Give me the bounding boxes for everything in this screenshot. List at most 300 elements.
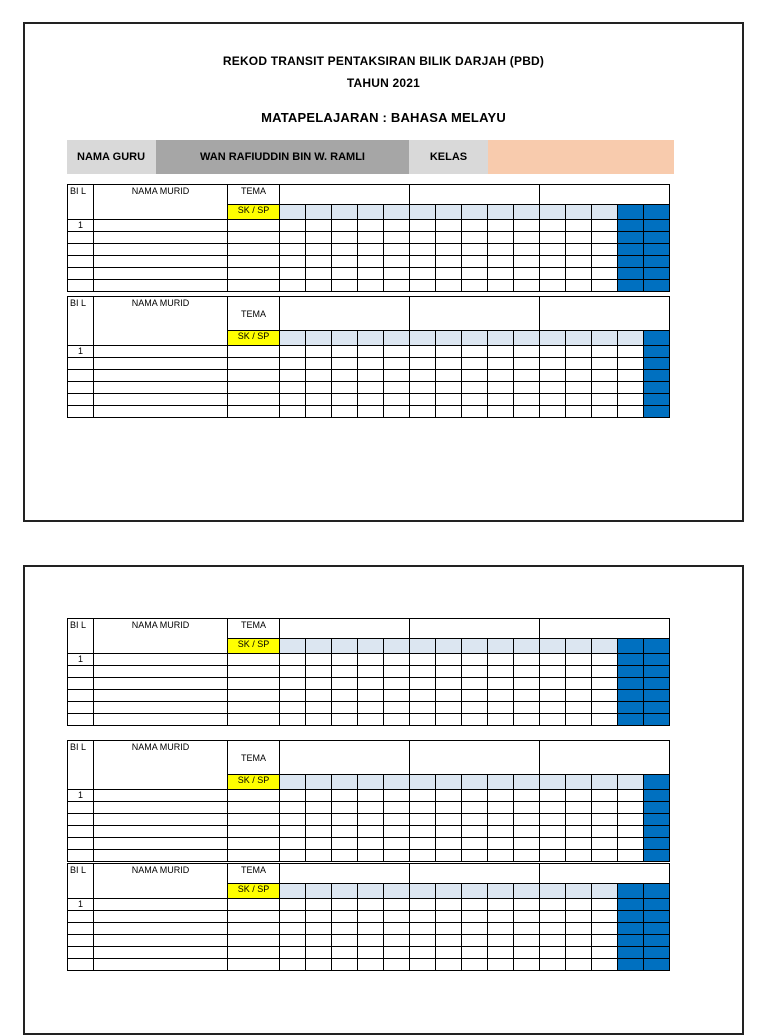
sksp-code-cell[interactable]: [566, 331, 592, 346]
score-cell[interactable]: [644, 268, 670, 280]
score-cell[interactable]: [462, 690, 488, 702]
score-cell[interactable]: [332, 244, 358, 256]
score-cell[interactable]: [358, 714, 384, 726]
score-cell[interactable]: [280, 690, 306, 702]
score-cell[interactable]: [540, 947, 566, 959]
score-cell[interactable]: [644, 923, 670, 935]
score-cell[interactable]: [280, 654, 306, 666]
score-cell[interactable]: [332, 850, 358, 862]
tema-group-1[interactable]: [280, 619, 410, 639]
score-cell[interactable]: [410, 911, 436, 923]
score-cell[interactable]: [410, 654, 436, 666]
score-cell[interactable]: [280, 911, 306, 923]
score-cell[interactable]: [358, 406, 384, 418]
tema-cell[interactable]: [228, 220, 280, 232]
score-cell[interactable]: [384, 394, 410, 406]
score-cell[interactable]: [592, 406, 618, 418]
student-name-cell[interactable]: [94, 714, 228, 726]
sksp-code-cell[interactable]: [618, 884, 644, 899]
score-cell[interactable]: [436, 280, 462, 292]
tema-cell[interactable]: [228, 702, 280, 714]
sksp-code-cell[interactable]: [566, 775, 592, 790]
score-cell[interactable]: [384, 678, 410, 690]
score-cell[interactable]: [280, 280, 306, 292]
score-cell[interactable]: [540, 714, 566, 726]
score-cell[interactable]: [306, 947, 332, 959]
score-cell[interactable]: [540, 370, 566, 382]
tema-group-2[interactable]: [410, 297, 540, 331]
tema-cell[interactable]: [228, 382, 280, 394]
score-cell[interactable]: [514, 935, 540, 947]
sksp-code-cell[interactable]: [306, 775, 332, 790]
score-cell[interactable]: [384, 244, 410, 256]
score-cell[interactable]: [488, 358, 514, 370]
score-cell[interactable]: [618, 814, 644, 826]
tema-cell[interactable]: [228, 826, 280, 838]
score-cell[interactable]: [410, 232, 436, 244]
tema-cell[interactable]: [228, 654, 280, 666]
score-cell[interactable]: [644, 790, 670, 802]
score-cell[interactable]: [410, 220, 436, 232]
score-cell[interactable]: [436, 814, 462, 826]
score-cell[interactable]: [384, 935, 410, 947]
score-cell[interactable]: [280, 826, 306, 838]
score-cell[interactable]: [306, 923, 332, 935]
score-cell[interactable]: [540, 790, 566, 802]
score-cell[interactable]: [566, 394, 592, 406]
score-cell[interactable]: [384, 232, 410, 244]
score-cell[interactable]: [410, 256, 436, 268]
sksp-code-cell[interactable]: [644, 639, 670, 654]
score-cell[interactable]: [566, 220, 592, 232]
score-cell[interactable]: [306, 838, 332, 850]
sksp-code-cell[interactable]: [514, 331, 540, 346]
score-cell[interactable]: [462, 654, 488, 666]
score-cell[interactable]: [644, 714, 670, 726]
sksp-code-cell[interactable]: [644, 884, 670, 899]
score-cell[interactable]: [358, 654, 384, 666]
score-cell[interactable]: [332, 666, 358, 678]
score-cell[interactable]: [462, 370, 488, 382]
score-cell[interactable]: [280, 406, 306, 418]
score-cell[interactable]: [592, 394, 618, 406]
score-cell[interactable]: [488, 280, 514, 292]
score-cell[interactable]: [306, 268, 332, 280]
score-cell[interactable]: [436, 268, 462, 280]
score-cell[interactable]: [280, 232, 306, 244]
score-cell[interactable]: [462, 666, 488, 678]
score-cell[interactable]: [358, 838, 384, 850]
score-cell[interactable]: [618, 666, 644, 678]
score-cell[interactable]: [280, 947, 306, 959]
score-cell[interactable]: [306, 802, 332, 814]
score-cell[interactable]: [514, 814, 540, 826]
tema-cell[interactable]: [228, 923, 280, 935]
score-cell[interactable]: [410, 814, 436, 826]
score-cell[interactable]: [436, 678, 462, 690]
tema-group-3[interactable]: [540, 864, 670, 884]
score-cell[interactable]: [306, 358, 332, 370]
score-cell[interactable]: [566, 666, 592, 678]
score-cell[interactable]: [540, 959, 566, 971]
tema-cell[interactable]: [228, 947, 280, 959]
score-cell[interactable]: [514, 850, 540, 862]
sksp-code-cell[interactable]: [566, 639, 592, 654]
tema-cell[interactable]: [228, 959, 280, 971]
score-cell[interactable]: [410, 394, 436, 406]
score-cell[interactable]: [488, 838, 514, 850]
score-cell[interactable]: [462, 790, 488, 802]
score-cell[interactable]: [592, 256, 618, 268]
score-cell[interactable]: [592, 370, 618, 382]
tema-cell[interactable]: [228, 678, 280, 690]
score-cell[interactable]: [358, 790, 384, 802]
score-cell[interactable]: [592, 923, 618, 935]
score-cell[interactable]: [644, 935, 670, 947]
score-cell[interactable]: [592, 838, 618, 850]
sksp-code-cell[interactable]: [384, 639, 410, 654]
score-cell[interactable]: [462, 702, 488, 714]
student-name-cell[interactable]: [94, 850, 228, 862]
score-cell[interactable]: [462, 826, 488, 838]
score-cell[interactable]: [306, 232, 332, 244]
score-cell[interactable]: [540, 346, 566, 358]
score-cell[interactable]: [618, 232, 644, 244]
score-cell[interactable]: [306, 666, 332, 678]
student-name-cell[interactable]: [94, 256, 228, 268]
score-cell[interactable]: [384, 268, 410, 280]
sksp-code-cell[interactable]: [488, 884, 514, 899]
student-name-cell[interactable]: [94, 370, 228, 382]
score-cell[interactable]: [488, 947, 514, 959]
score-cell[interactable]: [280, 814, 306, 826]
score-cell[interactable]: [540, 358, 566, 370]
score-cell[interactable]: [358, 666, 384, 678]
score-cell[interactable]: [358, 814, 384, 826]
score-cell[interactable]: [358, 702, 384, 714]
score-cell[interactable]: [436, 714, 462, 726]
student-name-cell[interactable]: [94, 406, 228, 418]
score-cell[interactable]: [592, 702, 618, 714]
score-cell[interactable]: [280, 935, 306, 947]
score-cell[interactable]: [644, 850, 670, 862]
score-cell[interactable]: [280, 268, 306, 280]
score-cell[interactable]: [306, 899, 332, 911]
score-cell[interactable]: [592, 802, 618, 814]
score-cell[interactable]: [462, 382, 488, 394]
score-cell[interactable]: [566, 850, 592, 862]
score-cell[interactable]: [306, 280, 332, 292]
score-cell[interactable]: [358, 826, 384, 838]
score-cell[interactable]: [410, 406, 436, 418]
score-cell[interactable]: [436, 911, 462, 923]
tema-group-1[interactable]: [280, 741, 410, 775]
sksp-code-cell[interactable]: [462, 205, 488, 220]
score-cell[interactable]: [514, 899, 540, 911]
score-cell[interactable]: [540, 911, 566, 923]
score-cell[interactable]: [488, 406, 514, 418]
score-cell[interactable]: [332, 654, 358, 666]
score-cell[interactable]: [280, 256, 306, 268]
score-cell[interactable]: [644, 406, 670, 418]
student-name-cell[interactable]: [94, 911, 228, 923]
score-cell[interactable]: [566, 406, 592, 418]
class-value-cell[interactable]: [488, 140, 674, 174]
score-cell[interactable]: [332, 814, 358, 826]
score-cell[interactable]: [462, 838, 488, 850]
tema-cell[interactable]: [228, 394, 280, 406]
sksp-code-cell[interactable]: [436, 884, 462, 899]
score-cell[interactable]: [618, 690, 644, 702]
score-cell[interactable]: [358, 382, 384, 394]
score-cell[interactable]: [358, 370, 384, 382]
score-cell[interactable]: [358, 232, 384, 244]
score-cell[interactable]: [306, 394, 332, 406]
score-cell[interactable]: [280, 923, 306, 935]
student-name-cell[interactable]: [94, 814, 228, 826]
score-cell[interactable]: [540, 232, 566, 244]
tema-group-2[interactable]: [410, 741, 540, 775]
score-cell[interactable]: [618, 826, 644, 838]
score-cell[interactable]: [644, 826, 670, 838]
sksp-code-cell[interactable]: [358, 884, 384, 899]
score-cell[interactable]: [488, 220, 514, 232]
score-cell[interactable]: [514, 714, 540, 726]
score-cell[interactable]: [384, 370, 410, 382]
score-cell[interactable]: [644, 232, 670, 244]
score-cell[interactable]: [384, 959, 410, 971]
score-cell[interactable]: [462, 280, 488, 292]
tema-cell[interactable]: [228, 690, 280, 702]
sksp-code-cell[interactable]: [280, 205, 306, 220]
sksp-code-cell[interactable]: [436, 775, 462, 790]
score-cell[interactable]: [540, 935, 566, 947]
score-cell[interactable]: [410, 959, 436, 971]
score-cell[interactable]: [332, 790, 358, 802]
score-cell[interactable]: [280, 802, 306, 814]
score-cell[interactable]: [488, 935, 514, 947]
score-cell[interactable]: [280, 959, 306, 971]
score-cell[interactable]: [384, 702, 410, 714]
score-cell[interactable]: [306, 256, 332, 268]
score-cell[interactable]: [566, 678, 592, 690]
student-name-cell[interactable]: [94, 690, 228, 702]
score-cell[interactable]: [540, 406, 566, 418]
score-cell[interactable]: [644, 280, 670, 292]
score-cell[interactable]: [540, 690, 566, 702]
score-cell[interactable]: [280, 370, 306, 382]
sksp-code-cell[interactable]: [410, 639, 436, 654]
score-cell[interactable]: [410, 370, 436, 382]
student-name-cell[interactable]: [94, 244, 228, 256]
score-cell[interactable]: [410, 690, 436, 702]
score-cell[interactable]: [566, 256, 592, 268]
score-cell[interactable]: [540, 678, 566, 690]
score-cell[interactable]: [566, 838, 592, 850]
tema-cell[interactable]: [228, 256, 280, 268]
score-cell[interactable]: [358, 244, 384, 256]
sksp-code-cell[interactable]: [384, 331, 410, 346]
score-cell[interactable]: [436, 690, 462, 702]
score-cell[interactable]: [644, 370, 670, 382]
score-cell[interactable]: [488, 790, 514, 802]
score-cell[interactable]: [280, 850, 306, 862]
score-cell[interactable]: [462, 220, 488, 232]
score-cell[interactable]: [358, 911, 384, 923]
score-cell[interactable]: [332, 678, 358, 690]
score-cell[interactable]: [384, 358, 410, 370]
score-cell[interactable]: [566, 654, 592, 666]
score-cell[interactable]: [332, 256, 358, 268]
score-cell[interactable]: [566, 911, 592, 923]
score-cell[interactable]: [462, 814, 488, 826]
score-cell[interactable]: [566, 244, 592, 256]
score-cell[interactable]: [592, 911, 618, 923]
score-cell[interactable]: [488, 814, 514, 826]
score-cell[interactable]: [358, 947, 384, 959]
score-cell[interactable]: [306, 382, 332, 394]
score-cell[interactable]: [644, 358, 670, 370]
sksp-code-cell[interactable]: [540, 884, 566, 899]
score-cell[interactable]: [462, 358, 488, 370]
sksp-code-cell[interactable]: [618, 639, 644, 654]
sksp-code-cell[interactable]: [644, 331, 670, 346]
score-cell[interactable]: [488, 654, 514, 666]
score-cell[interactable]: [644, 220, 670, 232]
sksp-code-cell[interactable]: [592, 205, 618, 220]
score-cell[interactable]: [332, 802, 358, 814]
score-cell[interactable]: [592, 220, 618, 232]
score-cell[interactable]: [540, 382, 566, 394]
score-cell[interactable]: [644, 802, 670, 814]
student-name-cell[interactable]: [94, 947, 228, 959]
score-cell[interactable]: [644, 690, 670, 702]
score-cell[interactable]: [436, 959, 462, 971]
score-cell[interactable]: [384, 923, 410, 935]
sksp-code-cell[interactable]: [618, 205, 644, 220]
score-cell[interactable]: [384, 802, 410, 814]
score-cell[interactable]: [410, 802, 436, 814]
student-name-cell[interactable]: [94, 826, 228, 838]
tema-cell[interactable]: [228, 232, 280, 244]
score-cell[interactable]: [488, 959, 514, 971]
tema-group-3[interactable]: [540, 297, 670, 331]
score-cell[interactable]: [332, 370, 358, 382]
score-cell[interactable]: [306, 850, 332, 862]
sksp-code-cell[interactable]: [488, 639, 514, 654]
score-cell[interactable]: [384, 899, 410, 911]
score-cell[interactable]: [332, 268, 358, 280]
score-cell[interactable]: [280, 666, 306, 678]
score-cell[interactable]: [566, 814, 592, 826]
score-cell[interactable]: [436, 382, 462, 394]
score-cell[interactable]: [410, 850, 436, 862]
score-cell[interactable]: [644, 911, 670, 923]
score-cell[interactable]: [332, 690, 358, 702]
score-cell[interactable]: [384, 382, 410, 394]
student-name-cell[interactable]: [94, 899, 228, 911]
score-cell[interactable]: [332, 714, 358, 726]
score-cell[interactable]: [540, 268, 566, 280]
score-cell[interactable]: [566, 370, 592, 382]
score-cell[interactable]: [566, 268, 592, 280]
student-name-cell[interactable]: [94, 935, 228, 947]
score-cell[interactable]: [280, 714, 306, 726]
sksp-code-cell[interactable]: [644, 775, 670, 790]
score-cell[interactable]: [644, 394, 670, 406]
score-cell[interactable]: [566, 947, 592, 959]
score-cell[interactable]: [306, 959, 332, 971]
score-cell[interactable]: [436, 244, 462, 256]
score-cell[interactable]: [488, 714, 514, 726]
score-cell[interactable]: [618, 268, 644, 280]
score-cell[interactable]: [358, 220, 384, 232]
score-cell[interactable]: [514, 959, 540, 971]
score-cell[interactable]: [618, 654, 644, 666]
score-cell[interactable]: [332, 826, 358, 838]
tema-cell[interactable]: [228, 850, 280, 862]
score-cell[interactable]: [592, 678, 618, 690]
score-cell[interactable]: [384, 790, 410, 802]
score-cell[interactable]: [332, 911, 358, 923]
sksp-code-cell[interactable]: [514, 884, 540, 899]
score-cell[interactable]: [436, 232, 462, 244]
score-cell[interactable]: [618, 394, 644, 406]
score-cell[interactable]: [618, 790, 644, 802]
sksp-code-cell[interactable]: [384, 205, 410, 220]
score-cell[interactable]: [306, 911, 332, 923]
score-cell[interactable]: [462, 714, 488, 726]
score-cell[interactable]: [358, 678, 384, 690]
score-cell[interactable]: [592, 814, 618, 826]
score-cell[interactable]: [384, 814, 410, 826]
score-cell[interactable]: [436, 406, 462, 418]
score-cell[interactable]: [488, 244, 514, 256]
score-cell[interactable]: [540, 923, 566, 935]
score-cell[interactable]: [410, 826, 436, 838]
score-cell[interactable]: [514, 370, 540, 382]
score-cell[interactable]: [488, 678, 514, 690]
score-cell[interactable]: [540, 802, 566, 814]
score-cell[interactable]: [462, 935, 488, 947]
score-cell[interactable]: [332, 406, 358, 418]
score-cell[interactable]: [618, 959, 644, 971]
score-cell[interactable]: [332, 935, 358, 947]
score-cell[interactable]: [462, 394, 488, 406]
score-cell[interactable]: [592, 850, 618, 862]
score-cell[interactable]: [384, 850, 410, 862]
tema-cell[interactable]: [228, 268, 280, 280]
score-cell[interactable]: [488, 923, 514, 935]
student-name-cell[interactable]: [94, 358, 228, 370]
score-cell[interactable]: [436, 826, 462, 838]
score-cell[interactable]: [488, 911, 514, 923]
sksp-code-cell[interactable]: [410, 205, 436, 220]
score-cell[interactable]: [488, 850, 514, 862]
score-cell[interactable]: [644, 346, 670, 358]
score-cell[interactable]: [410, 935, 436, 947]
sksp-code-cell[interactable]: [592, 639, 618, 654]
score-cell[interactable]: [410, 714, 436, 726]
sksp-code-cell[interactable]: [358, 775, 384, 790]
score-cell[interactable]: [540, 838, 566, 850]
score-cell[interactable]: [384, 654, 410, 666]
tema-group-2[interactable]: [410, 185, 540, 205]
score-cell[interactable]: [488, 370, 514, 382]
score-cell[interactable]: [488, 702, 514, 714]
score-cell[interactable]: [384, 690, 410, 702]
score-cell[interactable]: [514, 244, 540, 256]
